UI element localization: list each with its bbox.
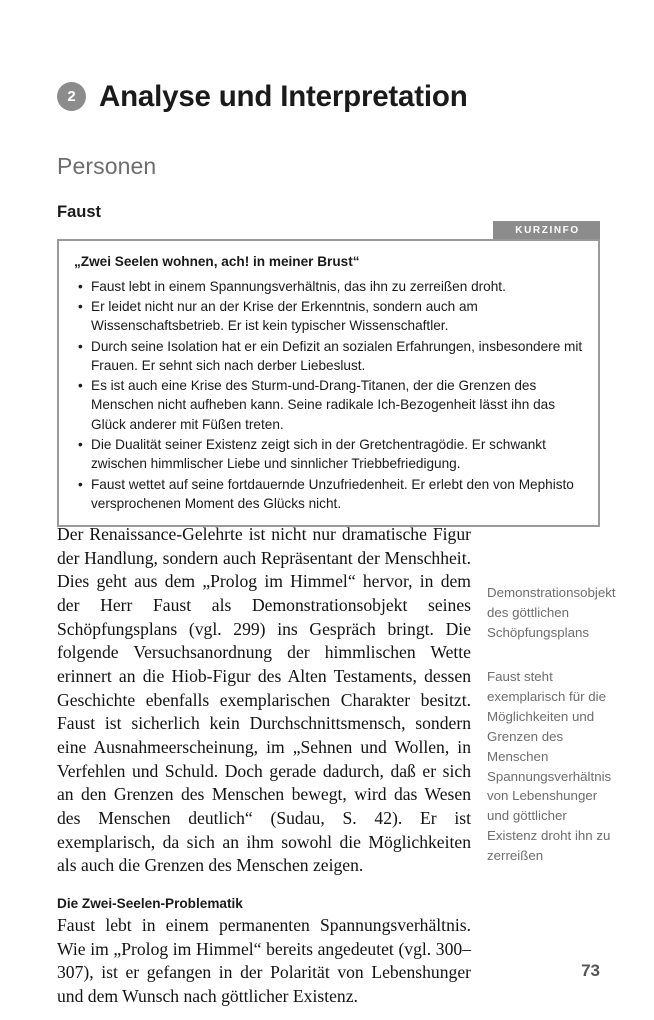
list-item bbox=[74, 337, 583, 376]
list-item-text: Er leidet nicht nur an der Krise der Erkenntnis, sondern auch am Wissenschaftsbetrieb. Er ist kein typischer Wissenschaftler. bbox=[91, 298, 478, 334]
subsection-heading: Faust bbox=[57, 203, 102, 221]
kurzinfo-box bbox=[57, 239, 600, 527]
body-paragraph: Faust lebt in einem permanenten Spannungsverhältnis. Wie im „Prolog im Himmel“ bereits angedeutet (vgl. 300–307), ist er gefangen in der Polarität von Lebenshunger und dem Wunsch nach göttlicher Existenz. bbox=[57, 915, 471, 1007]
main-text-column bbox=[57, 523, 471, 1009]
chapter-number-badge: 2 bbox=[57, 82, 86, 111]
bullet-icon: • bbox=[78, 437, 83, 453]
chapter-heading bbox=[57, 82, 468, 112]
list-item bbox=[74, 435, 583, 474]
section-heading: Personen bbox=[57, 153, 157, 179]
page-title: Analyse und Interpretation bbox=[99, 80, 468, 113]
list-item-text: Faust lebt in einem Spannungsverhältnis, das ihn zu zerreißen droht. bbox=[91, 278, 506, 294]
list-item-text: Faust wettet auf seine fortdauernde Unzufriedenheit. Er erlebt den von Mephisto versprochenen Moment des Glücks nicht. bbox=[91, 476, 574, 511]
kurzinfo-box-title: „Zwei Seelen wohnen, ach! in meiner Brust“ bbox=[74, 254, 360, 269]
page-number: 73 bbox=[581, 961, 600, 980]
margin-notes-column bbox=[487, 583, 616, 866]
kurzinfo-tab-label: KURZINFO bbox=[493, 221, 600, 239]
body-paragraph: Der Renaissance-Gelehrte ist nicht nur dramatische Figur der Handlung, sondern auch Repräsentant der Menschheit. Dies geht aus dem „Prolog im Himmel“ hervor, in dem der Herr Faust als Demonstrationsobjekt seines Schöpfungsplans (vgl. 299) ins Gespräch bringt. Die folgende Versuchsanordnung der himmlischen Wette erinnert an die Hiob-Figur des Alten Testaments, dessen Geschichte ebenfalls exemplarischen Charakter besitzt. Faust ist sicherlich kein Durchschnittsmensch, sondern eine Ausnahmeerscheinung, im „Sehnen und Wollen, in Verfehlen und Schuld. Doch gerade dadurch, daß er sich an den Grenzen des Menschen bewegt, wird das Wesen des Menschen deutlich“ (Sudau, S. 42). Er ist exemplarisch, da sich an ihm sowohl die Möglichkeiten als auch die Grenzen des Menschen zeigen. bbox=[57, 524, 471, 876]
margin-note: Demonstrationsobjekt des göttlichen Schöpfungsplans bbox=[487, 585, 616, 640]
kurzinfo-bullet-list bbox=[74, 277, 583, 514]
list-item-text: Es ist auch eine Krise des Sturm-und-Drang-Titanen, der die Grenzen des Menschen nicht aufheben kann. Seine radikale Ich-Bezogenheit lässt ihn das Glück anderer mit Füßen treten. bbox=[91, 378, 555, 432]
bullet-icon: • bbox=[78, 298, 83, 314]
list-item bbox=[74, 277, 583, 296]
body-subheading: Die Zwei-Seelen-Problematik bbox=[57, 895, 243, 911]
bullet-icon: • bbox=[78, 476, 83, 492]
list-item-text: Die Dualität seiner Existenz zeigt sich in der Gretchentragödie. Er schwankt zwischen himmlischer Liebe und sinnlicher Triebbefriedigung. bbox=[91, 437, 546, 472]
list-item bbox=[74, 475, 583, 514]
list-item bbox=[74, 297, 583, 336]
list-item bbox=[74, 376, 583, 434]
list-item-text: Durch seine Isolation hat er ein Defizit an sozialen Erfahrungen, insbesondere mit Frauen. Er sehnt sich nach derber Liebeslust. bbox=[91, 338, 583, 373]
bullet-icon: • bbox=[78, 338, 83, 354]
bullet-icon: • bbox=[78, 378, 83, 394]
bullet-icon: • bbox=[78, 278, 83, 294]
margin-note: Faust steht exemplarisch für die Möglichkeiten und Grenzen des Menschen Spannungsverhältnis von Lebenshunger und göttlicher Existenz droht ihn zu zerreißen bbox=[487, 668, 612, 864]
